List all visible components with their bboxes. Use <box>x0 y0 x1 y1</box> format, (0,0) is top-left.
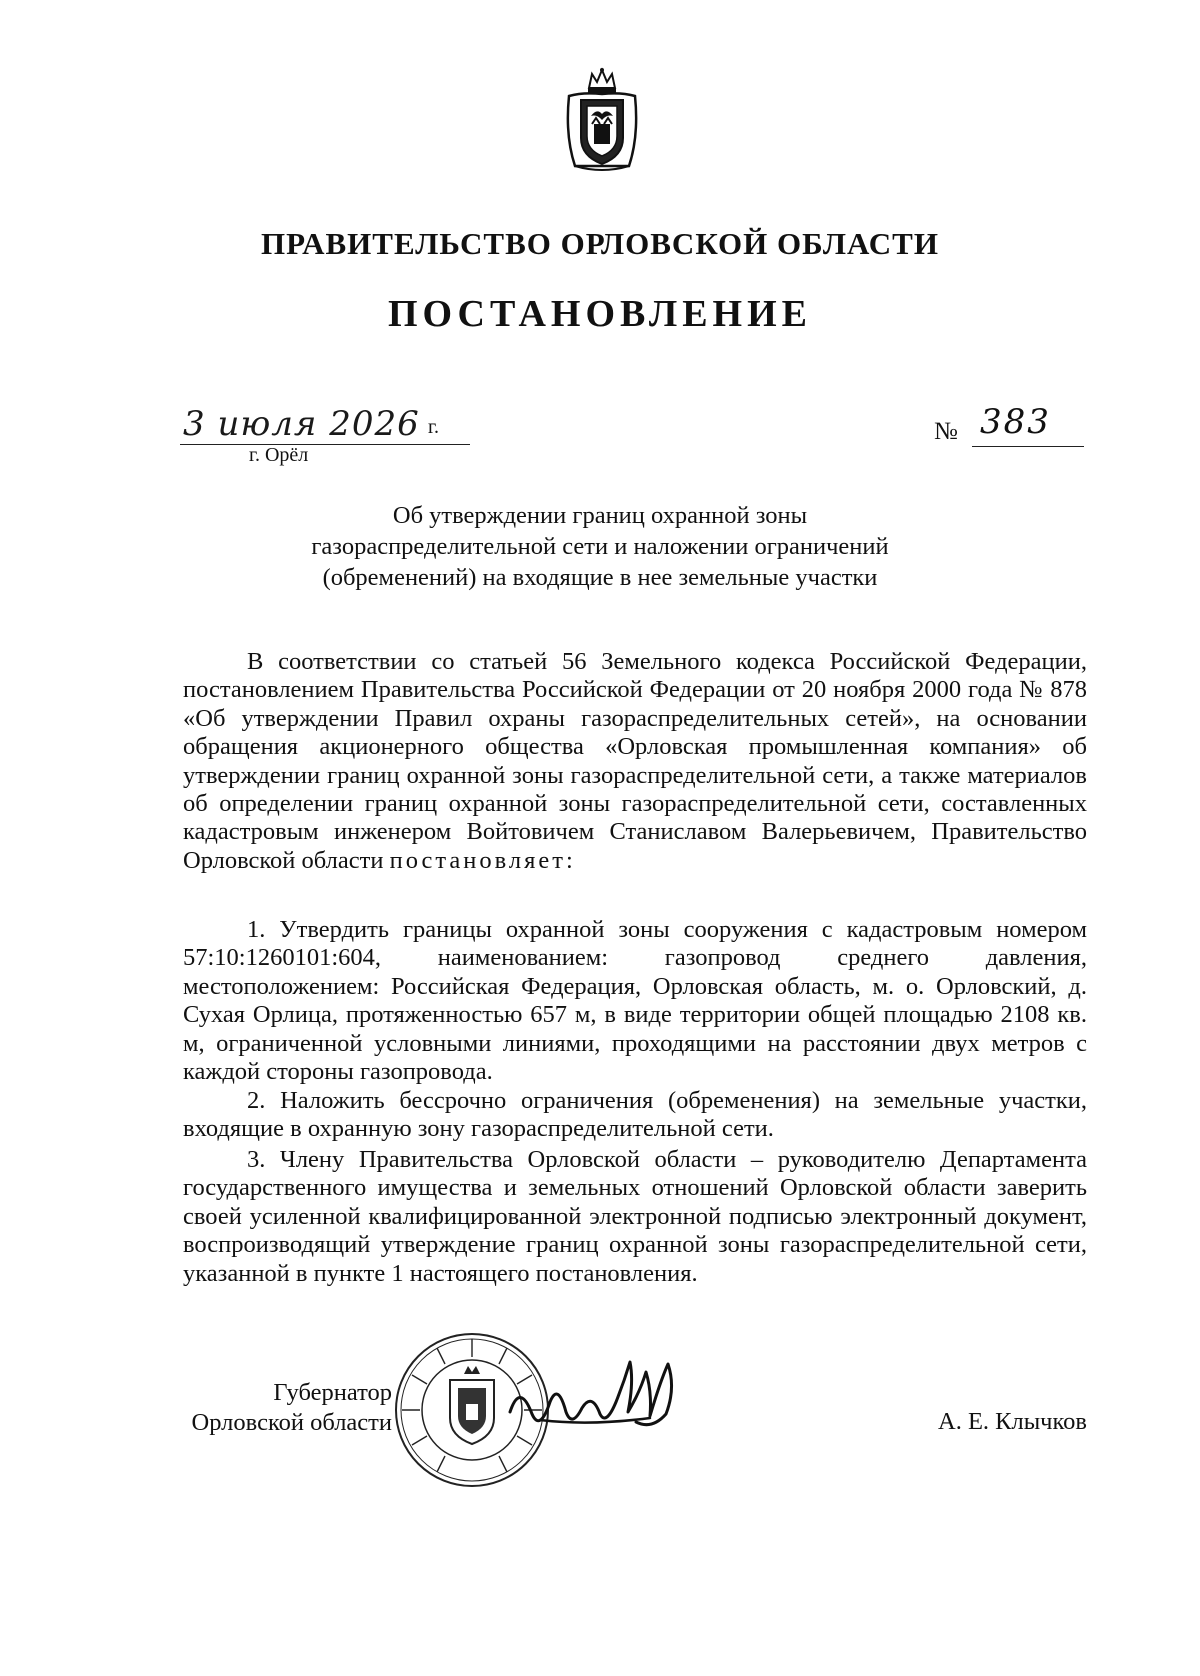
date-suffix: г. <box>428 416 439 438</box>
signer-name: А. Е. Клычков <box>938 1408 1087 1435</box>
number-label: № <box>934 418 958 445</box>
government-title: ПРАВИТЕЛЬСТВО ОРЛОВСКОЙ ОБЛАСТИ <box>261 226 939 261</box>
issue-city: г. Орёл <box>249 444 309 466</box>
number-underline <box>972 446 1084 447</box>
decree-subject <box>0 500 1200 593</box>
coat-of-arms-icon <box>561 66 643 174</box>
signer-post-line: Губернатор <box>273 1379 392 1406</box>
signer-post-line: Орловской области <box>191 1409 392 1436</box>
subject-line: (обременений) на входящие в нее земельные участки <box>322 564 878 591</box>
preamble-text: В соответствии со статьей 56 Земельного кодекса Российской Федерации, постановлением Правительства Российской Федерации от 20 ноября 2000 года № 878 «Об утверждении Правил охраны газораспределительных сетей», на основании обращения акционерного общества «Орловская промышленная компания» об утверждении границ охранной зоны газораспределительной сети, а также материалов об определении границ охранной зоны газораспределительной сети, составленных кадастровым инженером Войтовичем Станиславом Валерьевичем, Правительство Орловской области <box>183 648 1087 874</box>
subject-line: газораспределительной сети и наложении ограничений <box>311 533 889 560</box>
decree-item-1: 1. Утвердить границы охранной зоны сооружения с кадастровым номером 57:10:1260101:604, наименованием: газопровод среднего давления, местоположением: Российская Федерация, Орловская область, м. о. Орловский, д. Сухая Орлица, протяженностью 657 м, в виде территории общей площадью 2108 кв. м, ограниченной условными линиями, проходящими на расстоянии двух метров с каждой стороны газопровода. <box>183 916 1087 1086</box>
handwritten-signature-icon <box>500 1352 680 1442</box>
signer-position <box>182 1378 392 1438</box>
decree-word: постановляет: <box>389 846 576 874</box>
date-underline <box>180 444 470 445</box>
decree-item-3: 3. Члену Правительства Орловской области – руководителю Департамента государственного имущества и земельных отношений Орловской области заверить своей усиленной квалифицированной электронной подписью электронный документ, воспроизводящий утверждение границ охранной зоны газораспределительной сети, указанной в пункте 1 настоящего постановления. <box>183 1146 1087 1287</box>
preamble-paragraph <box>183 648 1087 875</box>
decree-number: 383 <box>980 402 1051 442</box>
decree-item-2: 2. Наложить бессрочно ограничения (обременения) на земельные участки, входящие в охранную зону газораспределительной сети. <box>183 1087 1087 1143</box>
decree-date: 3 июля 2026 <box>183 404 420 444</box>
subject-line: Об утверждении границ охранной зоны <box>392 502 808 529</box>
document-type: ПОСТАНОВЛЕНИЕ <box>387 293 813 335</box>
